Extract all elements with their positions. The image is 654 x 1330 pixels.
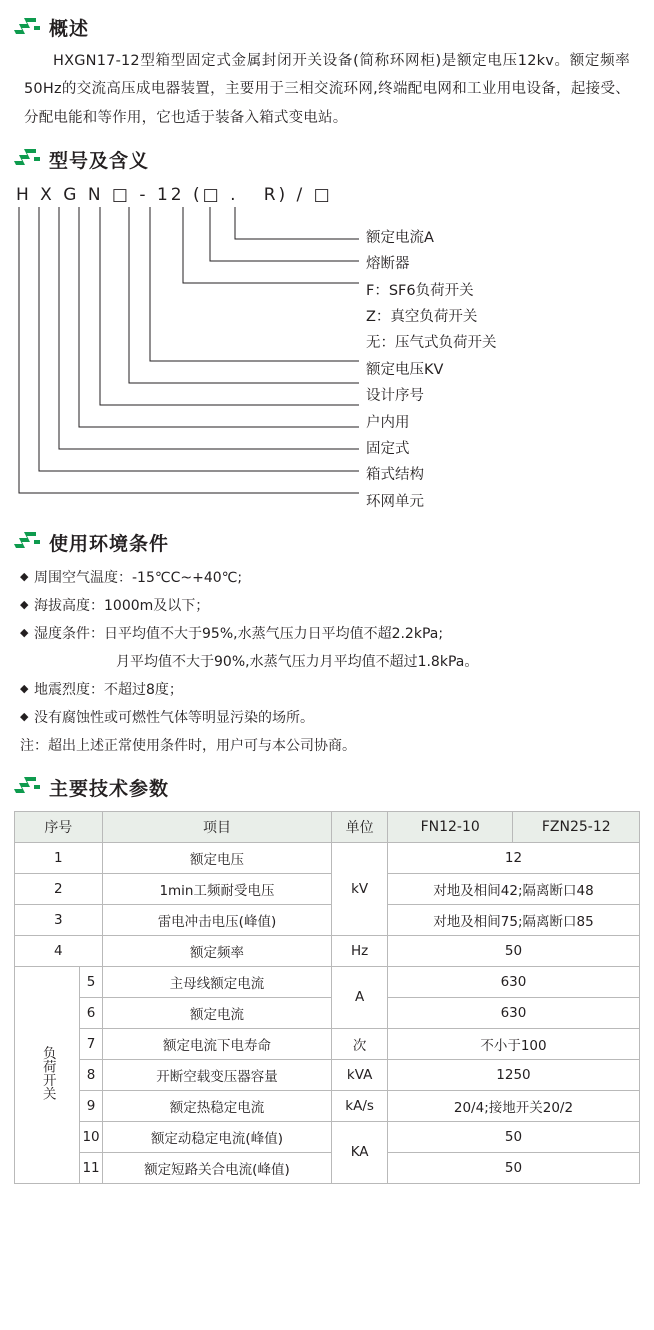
bullet-icon: ◆	[20, 681, 29, 695]
model-label: 额定电压KV	[366, 361, 444, 378]
model-label: 环网单元	[366, 493, 424, 510]
section-header-overview	[14, 14, 640, 41]
cell-value: 1250	[387, 1059, 639, 1090]
cell-no: 6	[80, 997, 102, 1028]
cell-unit: KA	[332, 1121, 388, 1183]
condition-item	[20, 564, 640, 592]
model-leader-lines	[14, 203, 364, 513]
conditions-list	[20, 564, 640, 760]
lightning-icon	[14, 531, 40, 553]
cell-group-label: 负荷开关	[15, 966, 80, 1183]
table-row	[15, 1090, 640, 1121]
cell-value: 对地及相间75;隔离断口85	[387, 904, 639, 935]
section-header-conditions	[14, 529, 640, 556]
condition-text: 海拔高度：1000m及以下；	[34, 597, 210, 614]
cell-no: 10	[80, 1121, 102, 1152]
cell-no: 5	[80, 966, 102, 997]
model-label-list	[366, 225, 497, 515]
cell-item: 额定动稳定电流(峰值)	[102, 1121, 332, 1152]
model-label: Z：真空负荷开关	[366, 309, 478, 326]
condition-item	[20, 704, 640, 732]
cell-no: 7	[80, 1028, 102, 1059]
model-label: 箱式结构	[366, 467, 424, 484]
model-label: 设计序号	[366, 388, 424, 405]
cell-item: 额定电流下电寿命	[102, 1028, 332, 1059]
section-title-model: 型号及含义	[49, 149, 150, 172]
table-row	[15, 904, 640, 935]
cell-value: 50	[387, 935, 639, 966]
cell-item: 额定电压	[102, 842, 332, 873]
cell-no: 11	[80, 1152, 102, 1183]
bullet-icon: ◆	[20, 709, 29, 723]
model-label: 固定式	[366, 441, 410, 458]
model-label: 熔断器	[366, 256, 410, 273]
lightning-icon	[14, 776, 40, 798]
cell-value: 50	[387, 1121, 639, 1152]
cell-no: 3	[15, 904, 103, 935]
model-label: 户内用	[366, 414, 410, 431]
cell-value: 20/4;接地开关20/2	[387, 1090, 639, 1121]
model-code-text: H X G N □ - 12 (□ . R) / □	[16, 184, 333, 205]
col-header-fzn25: FZN25-12	[513, 811, 640, 842]
cell-no: 8	[80, 1059, 102, 1090]
cell-item: 1min工频耐受电压	[102, 873, 332, 904]
section-header-params	[14, 774, 640, 801]
document-page	[0, 14, 654, 1194]
col-header-item: 项目	[102, 811, 332, 842]
col-header-unit: 单位	[332, 811, 388, 842]
table-header-row	[15, 811, 640, 842]
cell-no: 4	[15, 935, 103, 966]
cell-value: 不小于100	[387, 1028, 639, 1059]
table-row	[15, 842, 640, 873]
cell-item: 额定短路关合电流(峰值)	[102, 1152, 332, 1183]
condition-text: 地震烈度：不超过8度；	[34, 681, 183, 698]
table-row	[15, 1121, 640, 1152]
lightning-icon	[14, 148, 40, 170]
lightning-icon	[14, 17, 40, 39]
cell-value: 12	[387, 842, 639, 873]
cell-no: 9	[80, 1090, 102, 1121]
condition-item	[20, 620, 640, 648]
model-designation-diagram	[14, 185, 640, 515]
cell-unit: kV	[332, 842, 388, 935]
model-label: 额定电流A	[366, 229, 434, 246]
bullet-icon: ◆	[20, 569, 29, 583]
cell-unit: Hz	[332, 935, 388, 966]
model-label: 无：压气式负荷开关	[366, 335, 497, 352]
table-row	[15, 966, 640, 997]
table-row	[15, 935, 640, 966]
spec-table	[14, 811, 640, 1184]
condition-text: 湿度条件：日平均值不大于95%,水蒸气压力日平均值不超2.2kPa;	[34, 625, 444, 642]
cell-no: 1	[15, 842, 103, 873]
model-label: F：SF6负荷开关	[366, 282, 474, 299]
table-row	[15, 997, 640, 1028]
condition-item	[20, 592, 640, 620]
cell-value: 630	[387, 966, 639, 997]
bullet-icon: ◆	[20, 625, 29, 639]
section-title-overview: 概述	[49, 18, 90, 40]
section-header-model	[14, 146, 640, 173]
condition-item	[20, 676, 640, 704]
cell-value: 50	[387, 1152, 639, 1183]
cell-item: 雷电冲击电压(峰值)	[102, 904, 332, 935]
table-row	[15, 1152, 640, 1183]
cell-item: 主母线额定电流	[102, 966, 332, 997]
cell-item: 额定热稳定电流	[102, 1090, 332, 1121]
bullet-icon: ◆	[20, 597, 29, 611]
cell-item: 开断空载变压器容量	[102, 1059, 332, 1090]
cell-unit: A	[332, 966, 388, 1028]
cell-unit: kA/s	[332, 1090, 388, 1121]
condition-text: 没有腐蚀性或可燃性气体等明显污染的场所。	[34, 709, 314, 726]
section-title-params: 主要技术参数	[49, 777, 170, 800]
cell-no: 2	[15, 873, 103, 904]
table-row	[15, 1028, 640, 1059]
cell-item: 额定频率	[102, 935, 332, 966]
condition-continuation: 月平均值不大于90%,水蒸气压力月平均值不超过1.8kPa。	[116, 653, 479, 670]
cell-unit: kVA	[332, 1059, 388, 1090]
condition-text: 周围空气温度：-15℃C~+40℃;	[34, 569, 243, 586]
table-row	[15, 873, 640, 904]
condition-note: 注：超出上述正常使用条件时，用户可与本公司协商。	[20, 737, 356, 754]
col-header-no: 序号	[15, 811, 103, 842]
section-title-conditions: 使用环境条件	[49, 532, 170, 555]
cell-unit: 次	[332, 1028, 388, 1059]
cell-value: 630	[387, 997, 639, 1028]
col-header-fn12: FN12-10	[387, 811, 513, 842]
overview-paragraph: HXGN17-12型箱型固定式金属封闭开关设备(简称环网柜)是额定电压12kv。额定频率50Hz的交流高压成电器装置，主要用于三相交流环网,终端配电网和工业用电设备，起接受、分配电能和等作用，它也适于装备入箱式变电站。	[24, 53, 630, 126]
table-row	[15, 1059, 640, 1090]
cell-item: 额定电流	[102, 997, 332, 1028]
cell-value: 对地及相间42;隔离断口48	[387, 873, 639, 904]
